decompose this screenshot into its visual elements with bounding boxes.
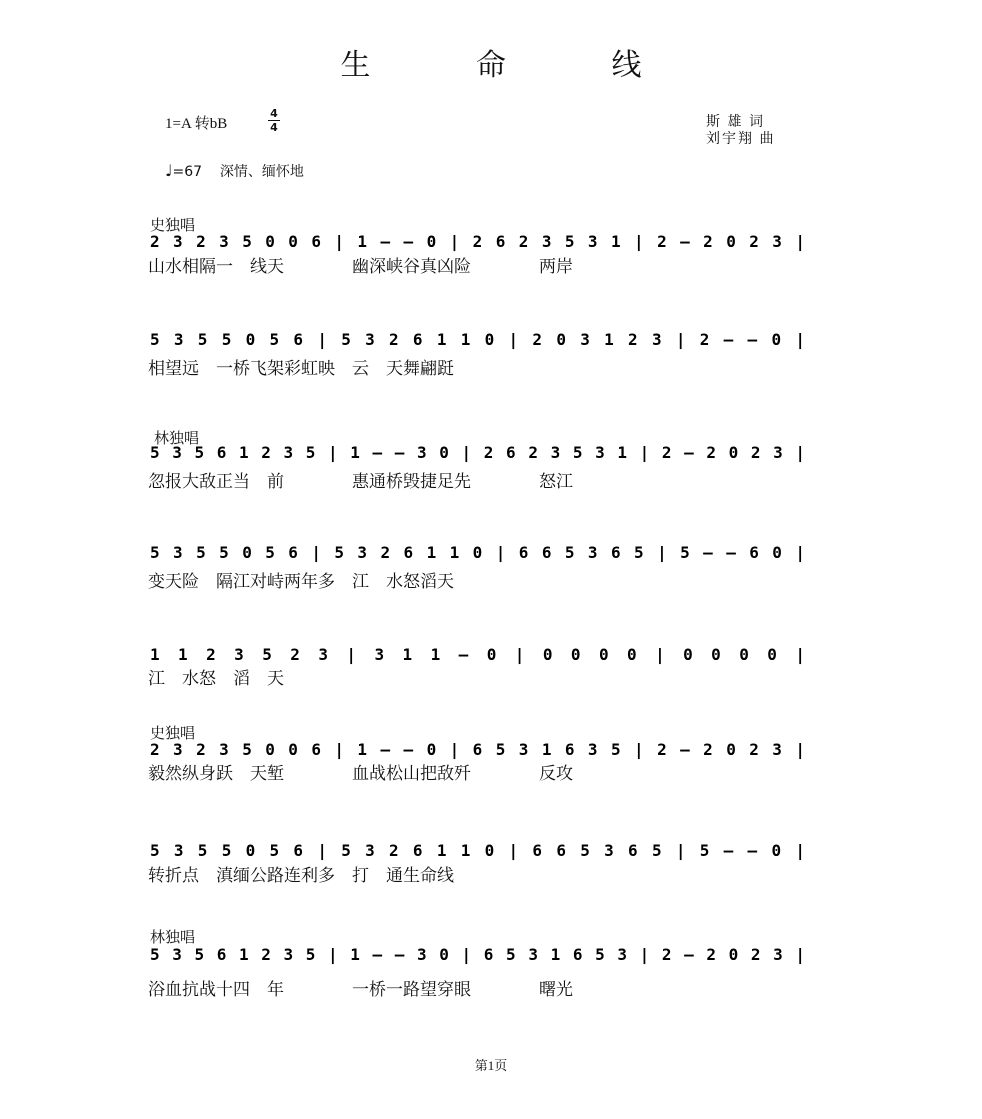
notes-text: 2 3 2 3 5 0 0 6 | 1 – – 0 | 2 6 2 3 5 3 1 | 2 – 2 0 2 3 |	[150, 232, 805, 251]
lyric-line: 转折点 滇缅公路连利多 打 通生命线	[148, 866, 454, 886]
composer: 刘宇翔 曲	[706, 132, 776, 147]
lyric-line: 忽报大敌正当 前 惠通桥毁捷足先 怒江	[148, 472, 573, 492]
lyric-line: 变天险 隔江对峙两年多 江 水怒滔天	[148, 572, 454, 592]
lyric-line: 毅然纵身跃 天堑 血战松山把敌歼 反攻	[148, 764, 573, 784]
notes-text: 5 3 5 6 1 2 3 5 | 1 – – 3 0 | 6 5 3 1 6 5 3 | 2 – 2 0 2 3 |	[150, 945, 805, 964]
page-footer: 第1页	[474, 1058, 508, 1073]
notes-text: 5 3 5 5 0 5 6 | 5 3 2 6 1 1 0 | 6 6 5 3 6 5 | 5 – – 6 0 |	[150, 543, 805, 562]
page-title: 生 命 线	[340, 48, 690, 83]
time-signature-bottom: 4	[270, 121, 278, 134]
tempo-value: =67	[172, 164, 203, 180]
lyric-line: 相望远 一桥飞架彩虹映 云 天舞翩跹	[148, 359, 454, 379]
quarter-note-icon: ♩	[165, 161, 173, 180]
notes-text: 1 1 2 3 5 2 3 | 3 1 1 – 0 | 0 0 0 0 | 0 0 0 0 |	[150, 645, 806, 664]
tempo-expression: 深情、缅怀地	[219, 164, 304, 180]
lyricist: 斯 雄 词	[706, 115, 765, 130]
notes-text: 2 3 2 3 5 0 0 6 | 1 – – 0 | 6 5 3 1 6 3 5 | 2 – 2 0 2 3 |	[150, 740, 805, 759]
time-signature-top: 4	[270, 107, 278, 120]
notes-text: 5 3 5 5 0 5 6 | 5 3 2 6 1 1 0 | 2 0 3 1 2 3 | 2 – – 0 |	[150, 330, 806, 349]
key-signature: 1=A 转bB	[165, 116, 228, 132]
notes-text: 5 3 5 5 0 5 6 | 5 3 2 6 1 1 0 | 6 6 5 3 6 5 | 5 – – 0 |	[150, 841, 806, 860]
lyric-line: 山水相隔一 线天 幽深峡谷真凶险 两岸	[148, 257, 573, 277]
role-label: 林独唱	[150, 928, 196, 946]
lyric-line: 浴血抗战十四 年 一桥一路望穿眼 曙光	[148, 980, 573, 1000]
role-label: 史独唱	[150, 724, 196, 742]
notes-text: 5 3 5 6 1 2 3 5 | 1 – – 3 0 | 2 6 2 3 5 3 1 | 2 – 2 0 2 3 |	[150, 443, 805, 462]
role-label: 史独唱	[150, 216, 196, 234]
lyric-line: 江 水怒 滔 天	[148, 669, 284, 689]
role-label: 林独唱	[154, 429, 200, 447]
